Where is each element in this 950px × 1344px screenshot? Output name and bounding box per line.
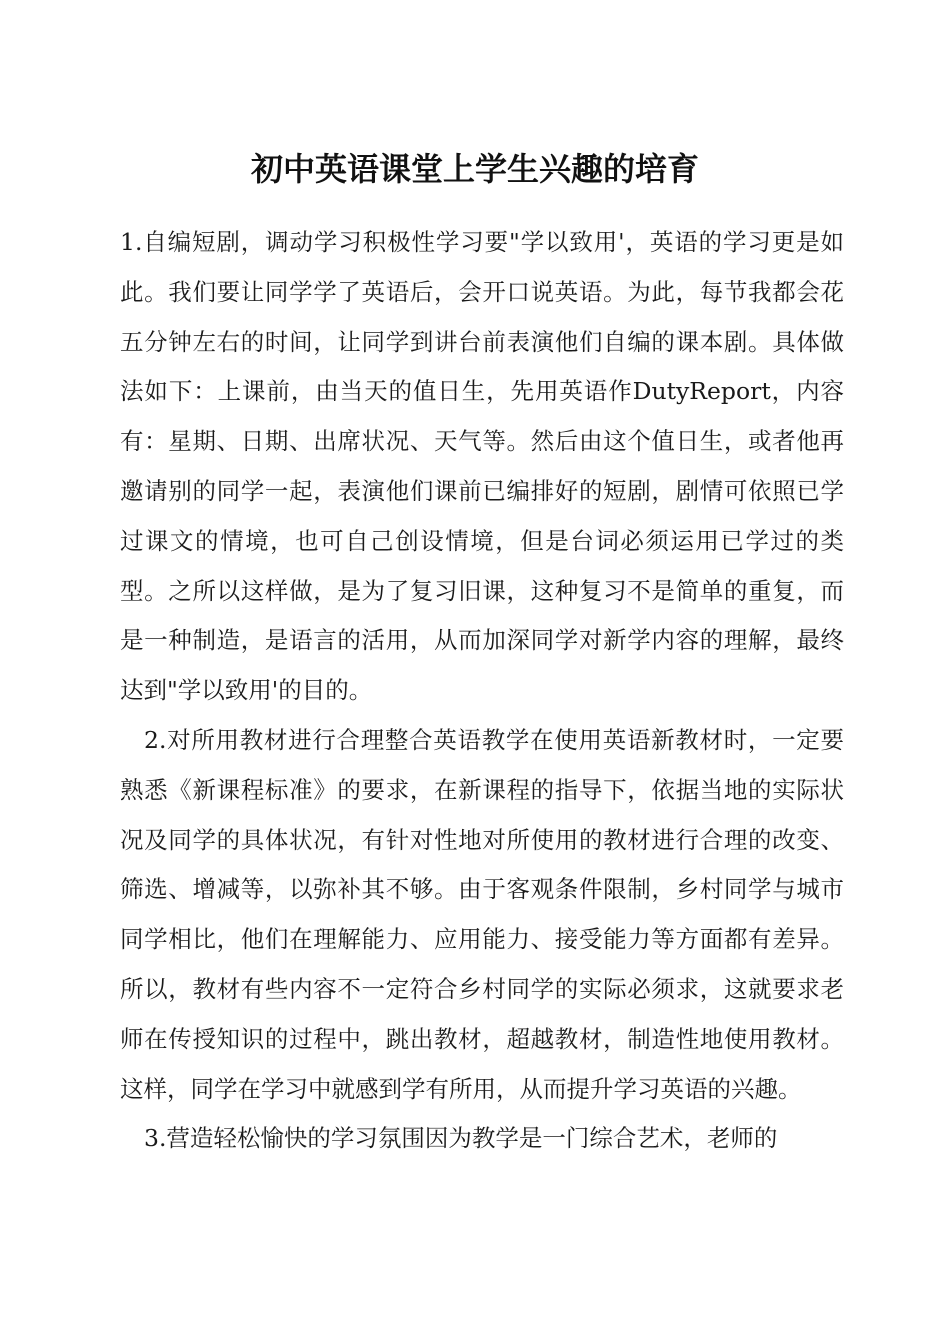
paragraph-2: 2.对所用教材进行合理整合英语教学在使用英语新教材时，一定要熟悉《新课程标准》的要求，在新课程的指导下，依据当地的实际状况及同学的具体状况，有针对性地对所使用的教材进行合理的改变、筛选、增减等，以弥补其不够。由于客观条件限制，乡村同学与城市同学相比，他们在理解能力、应用能力、接受能力等方面都有差异。所以，教材有些内容不一定符合乡村同学的实际必须求，这就要求老师在传授知识的过程中，跳出教材，超越教材，制造性地使用教材。这样，同学在学习中就感到学有所用，从而提升学习英语的兴趣。 xyxy=(120,725,844,1103)
paragraph-1: 1.自编短剧，调动学习积极性学习要"学以致用'，英语的学习更是如此。我们要让同学学了英语后，会开口说英语。为此，每节我都会花五分钟左右的时间，让同学到讲台前表演他们自编的课本剧。具体做法如下：上课前，由当天的值日生，先用英语作DutyReport，内容有：星期、日期、出席状况、天气等。然后由这个值日生，或者他再邀请别的同学一起，表演他们课前已编排好的短剧，剧情可依照已学过课文的情境，也可自己创设情境，但是台词必须运用已学过的类型。之所以这样做，是为了复习旧课，这种复习不是简单的重复，而是一种制造，是语言的活用，从而加深同学对新学内容的理解，最终达到"学以致用'的目的。 xyxy=(120,228,844,705)
document-title: 初中英语课堂上学生兴趣的培育 xyxy=(250,150,699,188)
document-body xyxy=(120,218,844,1164)
paragraph-3: 3.营造轻松愉快的学习氛围因为教学是一门综合艺术，老师的 xyxy=(144,1124,778,1153)
